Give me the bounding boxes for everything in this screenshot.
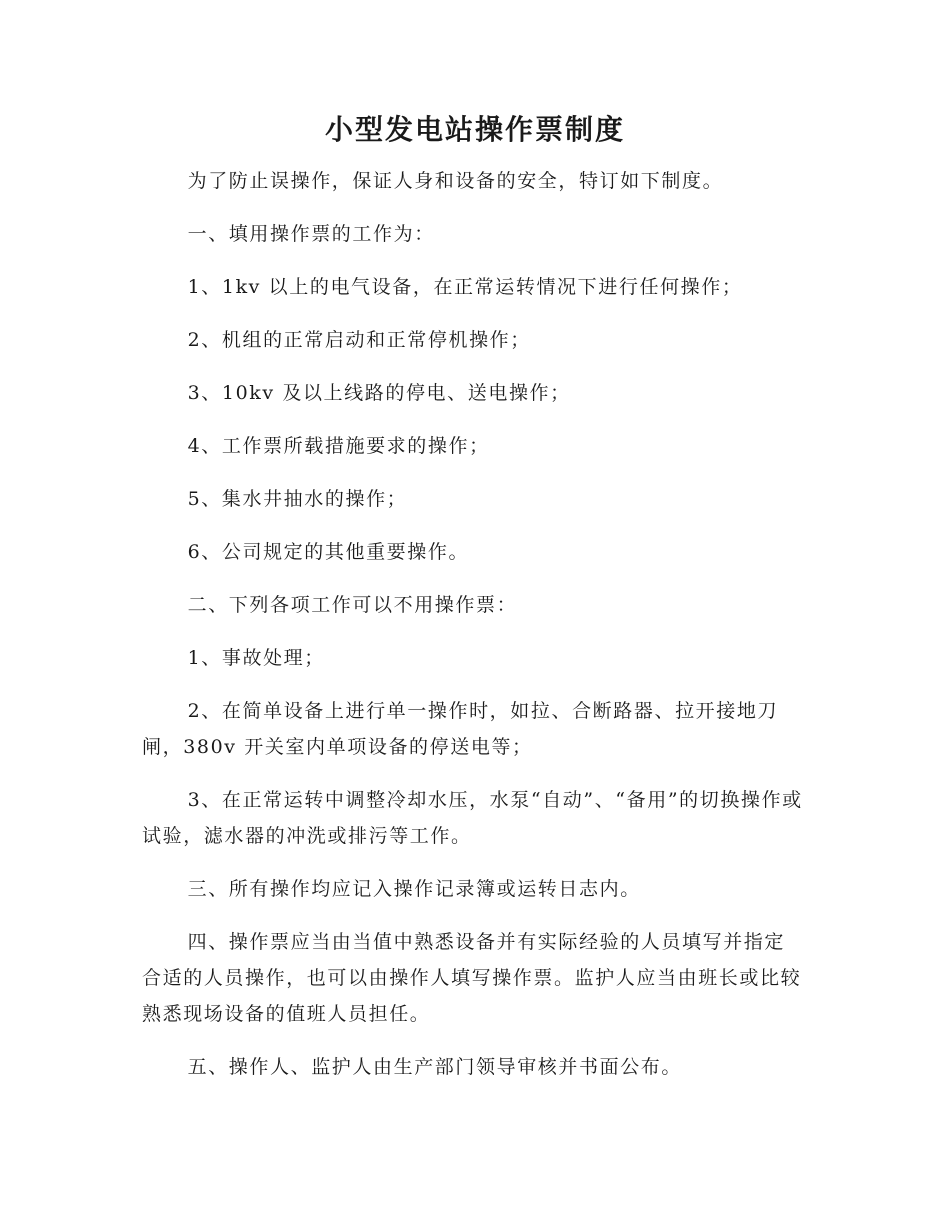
list-item: 4、工作票所载措施要求的操作； [187,435,490,457]
list-item: 2、机组的正常启动和正常停机操作； [187,329,531,351]
list-item: 3、在正常运转中调整冷却水压，水泵“自动”、“备用”的切换操作或试验，滤水器的冲洗或排污等工作。 [142,789,803,847]
section-heading-5: 五、操作人、监护人由生产部门领导审核并书面公布。 [187,1056,682,1078]
list-item: 6、公司规定的其他重要操作。 [187,541,470,563]
section-heading-2: 二、下列各项工作可以不用操作票： [187,594,518,616]
section-heading-3: 三、所有操作均应记入操作记录簿或运转日志内。 [187,878,641,900]
list-item: 3、10kv 及以上线路的停电、送电操作； [187,382,571,404]
document-body [142,163,804,1102]
list-item: 1、1kv 以上的电气设备，在正常运转情况下进行任何操作； [187,276,743,298]
list-item: 5、集水井抽水的操作； [187,488,408,510]
section-heading-1: 一、填用操作票的工作为： [187,223,435,245]
intro-paragraph: 为了防止误操作，保证人身和设备的安全，特订如下制度。 [187,170,724,192]
section-heading-4: 四、操作票应当由当值中熟悉设备并有实际经验的人员填写并指定合适的人员操作，也可以由操作人填写操作票。监护人应当由班长或比较熟悉现场设备的值班人员担任。 [142,931,802,1025]
document-title: 小型发电站操作票制度 [324,113,625,146]
list-item: 1、事故处理； [187,647,325,669]
list-item: 2、在简单设备上进行单一操作时，如拉、合断路器、拉开接地刀闸，380v 开关室内单项设备的停送电等； [142,700,779,758]
